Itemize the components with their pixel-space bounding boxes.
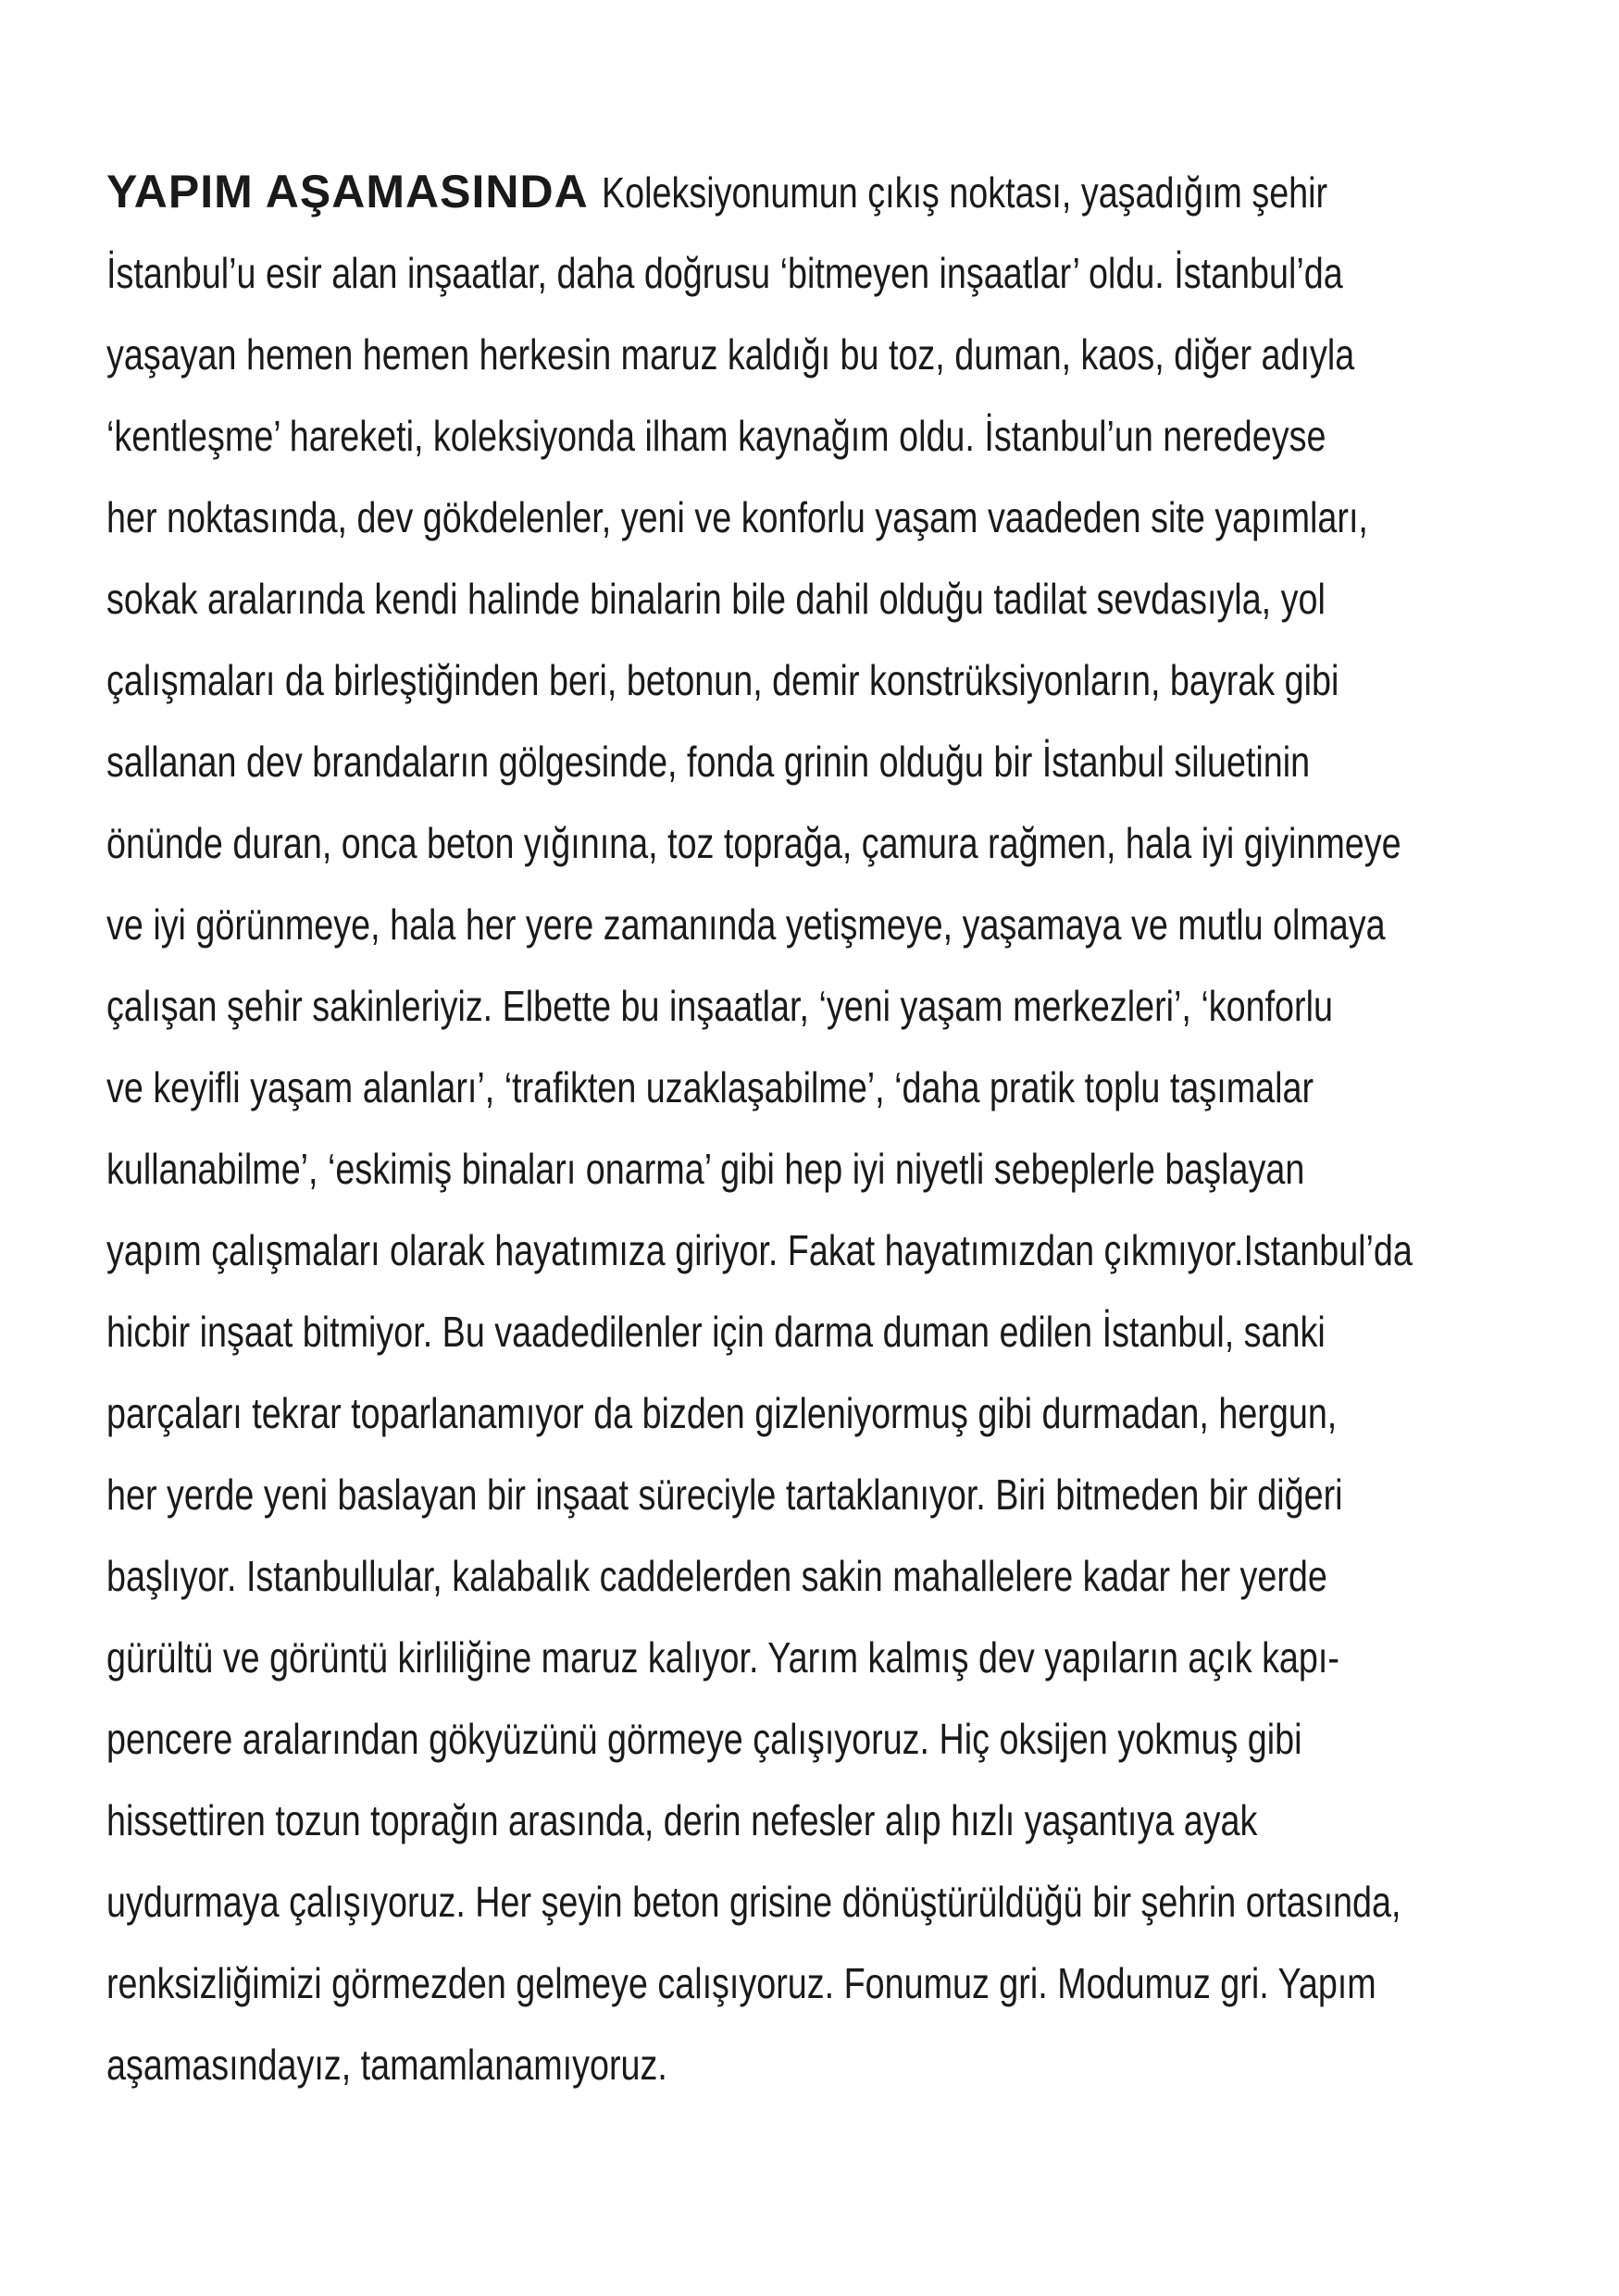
text-line: çalışan şehir sakinleriyiz. Elbette bu inşaatlar, ‘yeni yaşam merkezleri’, ‘konforlu (106, 982, 1333, 1030)
text-line: uydurmaya çalışıyoruz. Her şeyin beton grisine dönüştürüldüğü bir şehrin ortasında, (106, 1878, 1401, 1926)
text-line: yapım çalışmaları olarak hayatımıza giriyor. Fakat hayatımızdan çıkmıyor.Istanbul’da (106, 1226, 1413, 1274)
text-line: sokak aralarında kendi halinde binalarin bile dahil olduğu tadilat sevdasıyla, yol (106, 575, 1326, 623)
text-line: parçaları tekrar toparlanamıyor da bizden gizleniyormuş gibi durmadan, hergun, (106, 1389, 1338, 1437)
text-line: ‘kentleşme’ hareketi, koleksiyonda ilham kaynağım oldu. İstanbul’un neredeyse (106, 412, 1326, 460)
text-line: başlıyor. Istanbullular, kalabalık caddelerden sakin mahallelere kadar her yerde (106, 1552, 1327, 1600)
text-line: hicbir inşaat bitmiyor. Bu vaadedilenler için darma duman edilen İstanbul, sanki (106, 1308, 1326, 1356)
text-line: gürültü ve görüntü kirliliğine maruz kalıyor. Yarım kalmış dev yapıların açık kapı- (106, 1633, 1339, 1682)
text-line: çalışmaları da birleştiğinden beri, betonun, demir konstrüksiyonların, bayrak gibi (106, 656, 1339, 704)
text-line: her yerde yeni baslayan bir inşaat süreciyle tartaklanıyor. Biri bitmeden bir diğeri (106, 1471, 1343, 1519)
first-line-text: Koleksiyonumun çıkış noktası, yaşadığım şehir (601, 168, 1327, 217)
text-line: aşamasındayız, tamamlanamıyoruz. (106, 2041, 667, 2089)
text-line: sallanan dev brandaların gölgesinde, fonda grinin olduğu bir İstanbul siluetinin (106, 738, 1311, 786)
text-line: ve iyi görünmeye, hala her yere zamanında yetişmeye, yaşamaya ve mutlu olmaya (106, 900, 1386, 949)
text-line: her noktasında, dev gökdelenler, yeni ve konforlu yaşam vaadeden site yapımları, (106, 493, 1368, 541)
text-line: yaşayan hemen hemen herkesin maruz kaldığı bu toz, duman, kaos, diğer adıyla (106, 330, 1355, 379)
text-line: pencere aralarından gökyüzünü görmeye çalışıyoruz. Hiç oksijen yokmuş gibi (106, 1715, 1302, 1763)
section-heading: YAPIM AŞAMASINDA (106, 166, 589, 217)
text-line: önünde duran, onca beton yığınına, toz toprağa, çamura rağmen, hala iyi giyinmeye (106, 819, 1401, 867)
text-line: ve keyifli yaşam alanları’, ‘trafikten uzaklaşabilme’, ‘daha pratik toplu taşımalar (106, 1063, 1314, 1111)
text-line: İstanbul’u esir alan inşaatlar, daha doğrusu ‘bitmeyen inşaatlar’ oldu. İstanbul’da (106, 249, 1343, 297)
text-line: hissettiren tozun toprağın arasında, derin nefesler alıp hızlı yaşantıya ayak (106, 1796, 1258, 1844)
text-line: kullanabilme’, ‘eskimiş binaları onarma’ gibi hep iyi niyetli sebeplerle başlayan (106, 1145, 1305, 1193)
body-text (106, 151, 1513, 2105)
text-line (106, 151, 1513, 232)
text-line: renksizliğimizi görmezden gelmeye calışıyoruz. Fonumuz gri. Modumuz gri. Yapım (106, 1959, 1376, 2007)
